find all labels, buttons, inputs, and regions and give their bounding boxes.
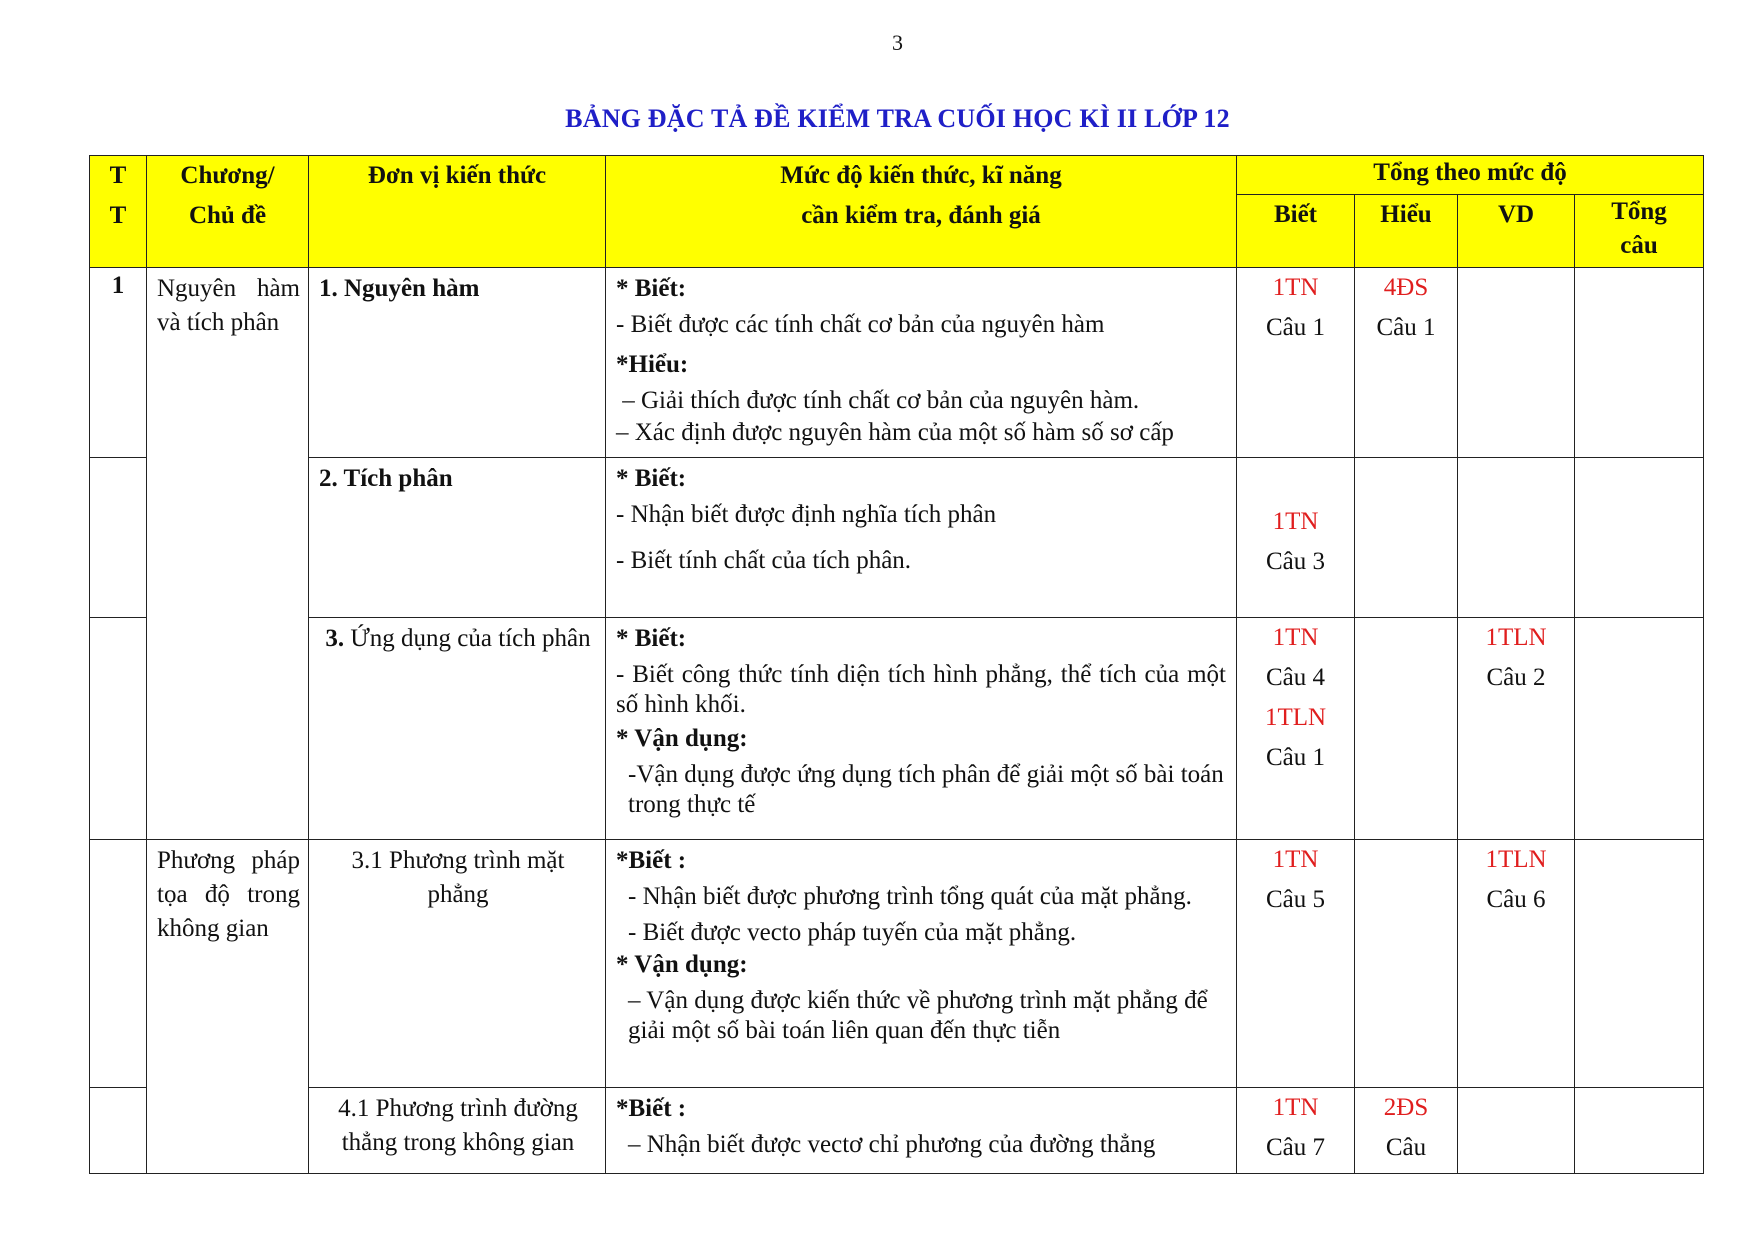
table-row: [90, 618, 1704, 840]
row-chapter: Phương pháp tọa độ trong không gian: [147, 840, 309, 1174]
row-vd: [1458, 458, 1575, 618]
row-biet: 1TN Câu 7: [1237, 1088, 1355, 1174]
row-level: * Biết: - Nhận biết được định nghĩa tích phân - Biết tính chất của tích phân.: [606, 458, 1237, 618]
row-vd: [1458, 268, 1575, 458]
row-level: *Biết : – Nhận biết được vectơ chỉ phương của đường thẳng: [606, 1088, 1237, 1174]
row-unit: 4.1 Phương trình đường thẳng trong không gian: [309, 1088, 606, 1174]
row-hieu: [1355, 840, 1458, 1088]
row-hieu: [1355, 458, 1458, 618]
table-row: [90, 1088, 1704, 1174]
row-unit: 3. Ứng dụng của tích phân: [309, 618, 606, 840]
row-tong: [1575, 268, 1704, 458]
page-number: 3: [892, 30, 903, 55]
header-tong: Tổng câu: [1575, 195, 1704, 268]
header-vd: VD: [1458, 195, 1575, 268]
header-biet: Biết: [1237, 195, 1355, 268]
row-vd: 1TLN Câu 6: [1458, 840, 1575, 1088]
row-tong: [1575, 618, 1704, 840]
header-chapter: Chương/ Chủ đề: [147, 156, 309, 268]
header-level-group: Tổng theo mức độ: [1237, 156, 1704, 195]
row-level: *Biết : - Nhận biết được phương trình tổng quát của mặt phẳng. - Biết được vecto pháp tuyến của mặt phẳng. * Vận dụng: – Vận dụng được kiến thức về phương trình mặt phẳng để giải một số bài toán liên quan đến thực tiễn: [606, 840, 1237, 1088]
row-vd: 1TLN Câu 2: [1458, 618, 1575, 840]
row-hieu: [1355, 618, 1458, 840]
row-biet: 1TN Câu 4 1TLN Câu 1: [1237, 618, 1355, 840]
row-tong: [1575, 1088, 1704, 1174]
table-row: [90, 840, 1704, 1088]
header-tt: T T: [90, 156, 147, 268]
header-level: Mức độ kiến thức, kĩ năng cần kiểm tra, đánh giá: [606, 156, 1237, 268]
row-tt: [90, 618, 147, 840]
table-row: [90, 458, 1704, 618]
table-row: [90, 268, 1704, 458]
row-vd: [1458, 1088, 1575, 1174]
row-tt: [90, 458, 147, 618]
row-hieu: 2ĐS Câu: [1355, 1088, 1458, 1174]
row-biet: 1TN Câu 5: [1237, 840, 1355, 1088]
row-tt: [90, 1088, 147, 1174]
row-biet: 1TN Câu 3: [1237, 458, 1355, 618]
row-unit: 2. Tích phân: [309, 458, 606, 618]
specification-table: [89, 155, 1704, 1174]
row-level: * Biết: - Biết công thức tính diện tích hình phẳng, thể tích của một số hình khối. * Vận dụng: -Vận dụng được ứng dụng tích phân để giải một số bài toán trong thực tế: [606, 618, 1237, 840]
row-tong: [1575, 840, 1704, 1088]
header-hieu: Hiểu: [1355, 195, 1458, 268]
document-title: BẢNG ĐẶC TẢ ĐỀ KIỂM TRA CUỐI HỌC KÌ II LỚP 12: [565, 104, 1230, 133]
row-tt: 1: [90, 268, 147, 458]
row-level: * Biết: - Biết được các tính chất cơ bản của nguyên hàm *Hiểu: – Giải thích được tính chất cơ bản của nguyên hàm. – Xác định được nguyên hàm của một số hàm số sơ cấp: [606, 268, 1237, 458]
row-tt: [90, 840, 147, 1088]
row-biet: 1TN Câu 1: [1237, 268, 1355, 458]
row-hieu: 4ĐS Câu 1: [1355, 268, 1458, 458]
row-chapter: Nguyên hàm và tích phân: [147, 268, 309, 840]
row-unit: 1. Nguyên hàm: [309, 268, 606, 458]
row-unit: 3.1 Phương trình mặt phẳng: [309, 840, 606, 1088]
row-tong: [1575, 458, 1704, 618]
header-unit: Đơn vị kiến thức: [309, 156, 606, 268]
